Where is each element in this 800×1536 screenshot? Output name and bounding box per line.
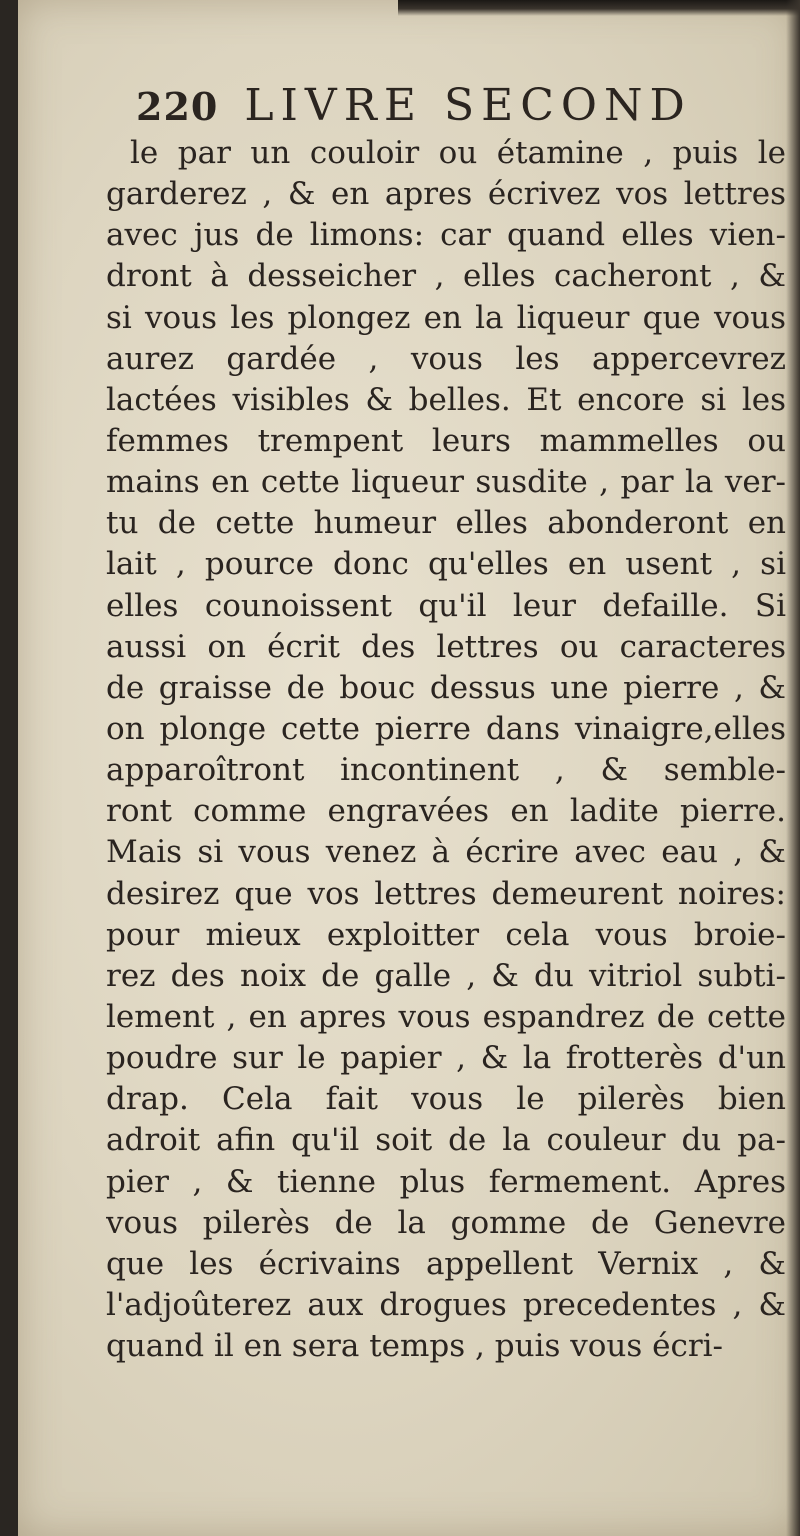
- book-page: [18, 0, 800, 1536]
- text-line: dront à desseicher , elles cacheront , &: [106, 258, 786, 295]
- text-line: lactées visibles & belles. Et encore si les: [106, 381, 786, 418]
- text-line: avec jus de limons: car quand elles vien-: [106, 217, 786, 254]
- text-line: desirez que vos lettres demeurent noires:: [106, 875, 786, 912]
- text-line: rez des noix de galle , & du vitriol subti-: [106, 957, 786, 994]
- text-line: drap. Cela fait vous le pilerès bien: [106, 1081, 786, 1118]
- text-line: tu de cette humeur elles abonderont en: [106, 505, 786, 542]
- text-line: adroit afin qu'il soit de la couleur du pa-: [106, 1122, 786, 1159]
- text-line: ront comme engravées en ladite pierre.: [106, 793, 786, 830]
- text-line: quand il en sera temps , puis vous écri-: [106, 1328, 724, 1365]
- text-line: mains en cette liqueur susdite , par la ver-: [106, 464, 786, 501]
- page-number: 220: [136, 84, 219, 129]
- text-line: on plonge cette pierre dans vinaigre,elles: [106, 710, 786, 747]
- text-line: aurez gardée , vous les appercevrez: [106, 340, 786, 377]
- text-line: femmes trempent leurs mammelles ou: [106, 422, 786, 459]
- text-line: poudre sur le papier , & la frotterès d'un: [106, 1040, 786, 1077]
- text-line: pier , & tienne plus fermement. Apres: [106, 1163, 786, 1200]
- text-line: garderez , & en apres écrivez vos lettres: [106, 176, 786, 213]
- text-line: pour mieux exploitter cela vous broie-: [106, 916, 786, 953]
- text-line: lement , en apres vous espandrez de cette: [106, 998, 786, 1035]
- text-line: l'adjoûterez aux drogues precedentes , &: [106, 1286, 786, 1323]
- text-line: Mais si vous venez à écrire avec eau , &: [106, 834, 786, 871]
- page-top-shadow: [398, 0, 800, 16]
- text-line: lait , pource donc qu'elles en usent , si: [106, 546, 786, 583]
- running-title: LIVRE SECOND: [244, 80, 692, 131]
- text-line: apparoîtront incontinent , & semble-: [106, 752, 786, 789]
- body-text: [106, 133, 786, 1367]
- text-line: aussi on écrit des lettres ou caracteres: [106, 628, 786, 665]
- text-line: elles counoissent qu'il leur defaille. Si: [106, 587, 786, 624]
- page-edge-shadow: [786, 0, 800, 1536]
- page-header: [136, 80, 692, 136]
- text-line: vous pilerès de la gomme de Genevre: [106, 1204, 786, 1241]
- text-line: si vous les plongez en la liqueur que vous: [106, 299, 786, 336]
- text-line: de graisse de bouc dessus une pierre , &: [106, 669, 786, 706]
- text-line: que les écrivains appellent Vernix , &: [106, 1245, 786, 1282]
- text-line: le par un couloir ou étamine , puis le: [130, 135, 786, 171]
